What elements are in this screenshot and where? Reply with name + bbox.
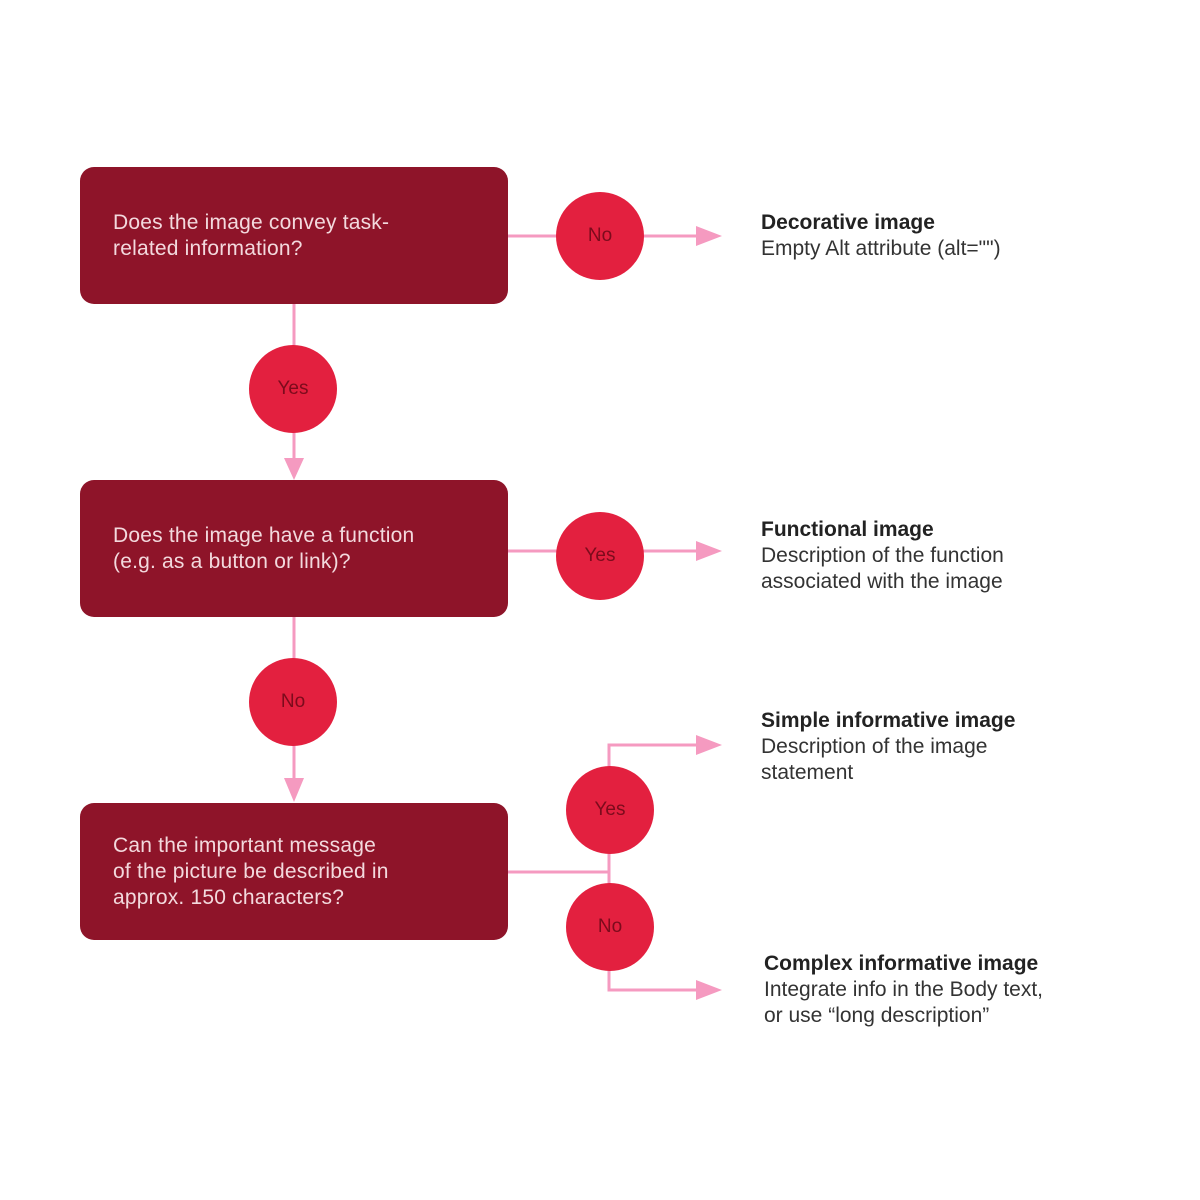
answer-badge-q1-no: No [556, 192, 644, 280]
outcome-description: Integrate info in the Body text, or use “long description” [764, 978, 1044, 1027]
outcome-description: Description of the function associated with the image [761, 544, 1004, 593]
answer-badge-q3-no: No [566, 883, 654, 971]
arrowhead-complex [696, 980, 722, 1000]
question-text: Does the image convey task- related information? [113, 210, 390, 260]
question-box-task-related [80, 167, 508, 304]
arrowhead-functional [696, 541, 722, 561]
outcome-simple-informative-image [761, 708, 1015, 786]
outcome-description: Empty Alt attribute (alt="") [761, 237, 1001, 260]
arrowhead-simple [696, 735, 722, 755]
arrowhead-q2 [284, 458, 304, 480]
question-box-function [80, 480, 508, 617]
outcome-title: Functional image [761, 518, 934, 541]
question-text: Can the important message of the picture be described in approx. 150 characters? [113, 833, 389, 909]
answer-badge-q2-no: No [249, 658, 337, 746]
answer-badge-q3-yes: Yes [566, 766, 654, 854]
outcome-complex-informative-image [764, 951, 1043, 1029]
outcome-title: Complex informative image [764, 952, 1039, 975]
outcome-decorative-image [761, 210, 1001, 262]
arrowhead-q3 [284, 778, 304, 802]
outcome-description: Description of the image statement [761, 735, 988, 784]
answer-badge-q2-yes: Yes [556, 512, 644, 600]
question-box-150-characters [80, 803, 508, 940]
outcome-title: Simple informative image [761, 709, 1016, 732]
answer-badge-q1-yes: Yes [249, 345, 337, 433]
arrowhead-decorative [696, 226, 722, 246]
outcome-title: Decorative image [761, 211, 935, 234]
outcome-functional-image [761, 517, 1004, 595]
question-text: Does the image have a function (e.g. as a button or link)? [113, 523, 415, 573]
